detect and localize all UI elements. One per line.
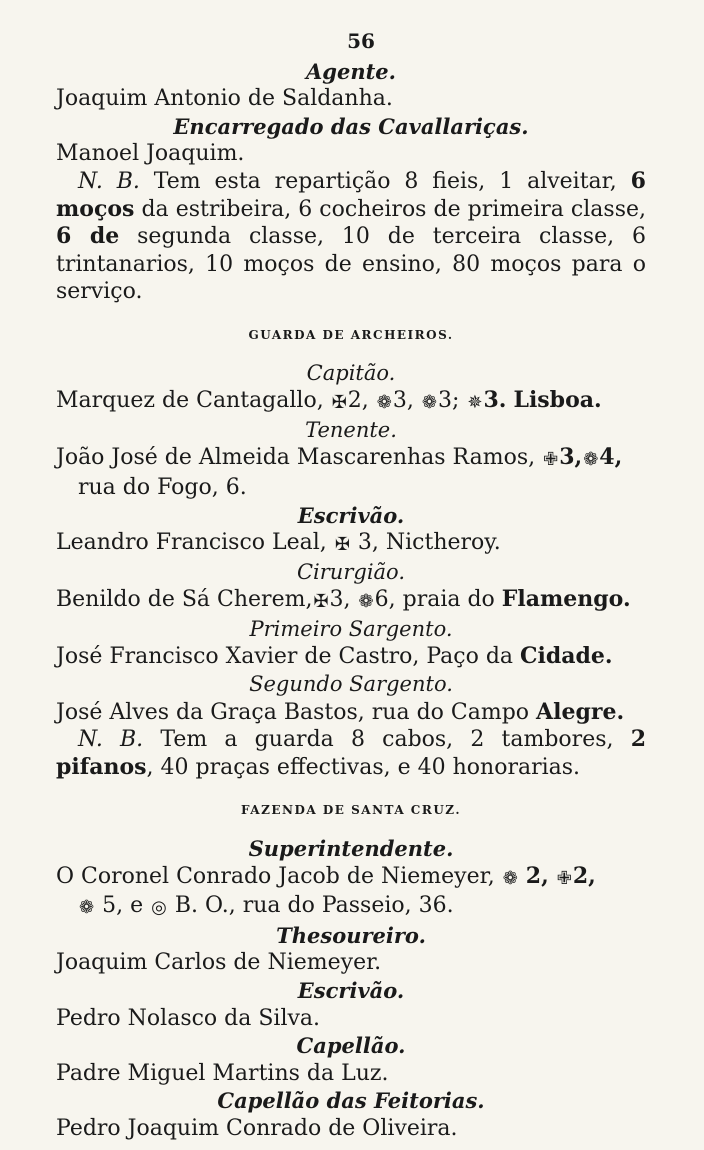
name-segundo-sargento [56,699,646,727]
name-escrivao-fazenda: Pedro Nolasco da Silva. [56,1005,321,1031]
order-number: 3; [437,388,460,414]
note-text: Tem esta repartição 8 fieis, 1 alveitar, [139,168,631,194]
role-superintendente: Superintendente. [248,836,454,862]
note-text-bold: 6 moços [56,167,646,222]
person-name: José Alves da Graça Bastos, rua do Campo [56,699,537,725]
cross-icon: ✠ [331,392,347,414]
address-name: Alegre. [536,698,625,725]
address-name: Flamengo. [501,586,631,613]
cross-icon: ✠ [334,534,350,556]
note-label: N. B. [78,727,144,753]
note-guarda [56,726,646,781]
role-segundo-sargento: Segundo Sargento. [249,672,453,697]
name-cirurgiao [56,586,646,616]
role-agente: Agente. [306,58,396,84]
rosette-icon: ❁ [502,867,518,889]
order-number: 2, [572,862,596,889]
page-number: 56 [347,29,375,53]
role-capellao: Capellão. [296,1033,406,1059]
name-tenente [56,444,646,474]
plus-icon: ✙ [543,449,559,471]
note-label: N. B. [78,168,140,194]
role-escrivao-fazenda: Escrivão. [297,978,405,1003]
rosette-icon: ❁ [79,897,95,919]
cross-icon: ✠ [313,591,329,613]
role-tenente: Tenente. [305,417,397,442]
role-cirurgiao: Cirurgião. [296,559,405,584]
address-name: Cidade. [520,643,613,670]
order-number: 2, [525,862,549,889]
name-encarregado: Manoel Joaquim. [56,141,245,167]
address-text: B. O., rua do Passeio, 36. [174,893,454,919]
person-name: O Coronel Conrado Jacob de Niemeyer, [56,863,495,889]
person-name: João José de Almeida Mascarenhas Ramos, [56,445,536,471]
star-icon: ✵ [467,392,483,414]
role-escrivao: Escrivão. [297,502,405,528]
person-name: Benildo de Sá Cherem, [56,587,313,613]
order-number: 6, praia do [374,587,502,613]
name-thesoureiro: Joaquim Carlos de Niemeyer. [56,950,382,976]
address-tenente: rua do Fogo, 6. [78,474,247,500]
note-text: , 40 praças effectivas, e 40 honorarias. [146,754,581,780]
details-superintendente [56,892,646,922]
role-primeiro-sargento: Primeiro Sargento. [249,616,453,641]
rosette-icon: ❁ [358,591,374,613]
name-agente: Joaquim Antonio de Saldanha. [56,86,393,112]
name-escrivao [56,529,646,559]
name-capellao-feitorias: Pedro Joaquim Conrado de Oliveira. [56,1115,458,1141]
role-thesoureiro: Thesoureiro. [276,922,426,948]
order-number: 2, [347,388,369,414]
section-heading-guarda: GUARDA DE ARCHEIROS. [248,327,454,342]
order-number: 3, [559,444,583,471]
name-capellao: Padre Miguel Martins da Luz. [56,1060,389,1086]
note-text: da estribeira, 6 cocheiros de primeira classe, [134,196,646,222]
order-number: 3. [483,387,507,414]
circle-icon: ◎ [151,897,167,919]
section-heading-fazenda: FAZENDA DE SANTA CRUZ. [240,803,462,818]
note-text-bold: 2 pifanos [56,726,646,780]
order-number: 3, [392,388,414,414]
name-superintendente [56,863,646,893]
city-name: Lisboa. [513,387,602,414]
rosette-icon: ❁ [421,392,437,414]
role-capitao: Capitão. [306,360,396,385]
name-capitao [56,387,646,417]
order-number: 5, e [102,893,144,919]
role-capellao-feitorias: Capellão das Feitorias. [217,1088,485,1114]
order-number: 3, Nictheroy. [357,530,501,556]
role-encarregado: Encarregado das Cavallariças. [173,113,529,139]
note-reparticao [56,168,646,306]
name-primeiro-sargento [56,643,646,671]
note-text-bold: 6 de [56,223,120,250]
person-name: Leandro Francisco Leal, [56,530,327,556]
rosette-icon: ❁ [376,392,392,414]
note-text: Tem a guarda 8 cabos, 2 tambores, [143,727,631,753]
person-name: José Francisco Xavier de Castro, Paço da [56,644,521,670]
rosette-icon: ❁ [583,449,599,471]
person-name: Marquez de Cantagallo, [56,388,324,414]
plus-icon: ✙ [556,867,572,889]
order-number: 3, [329,587,351,613]
order-number: 4, [599,444,623,471]
note-text: segunda classe, 10 de terceira classe, 6 trintanarios, 10 moços de ensino, 80 moços para o serviço. [56,224,646,305]
